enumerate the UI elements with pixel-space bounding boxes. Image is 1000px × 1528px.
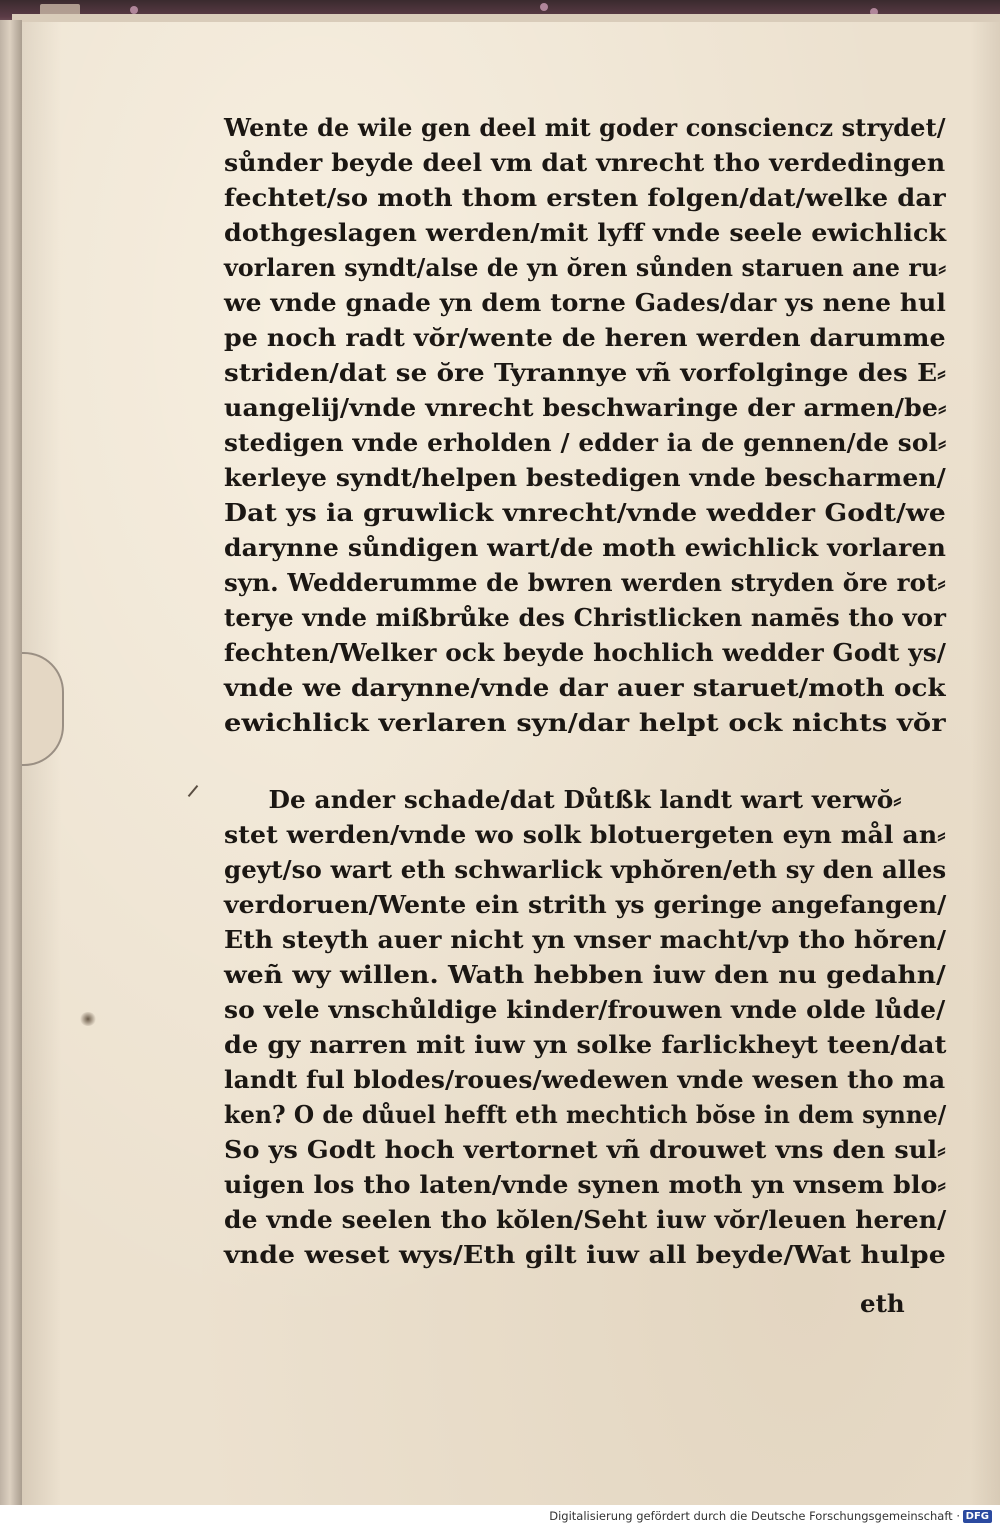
text-line: darynne sůndigen wart/de moth ewichlick vorlaren — [224, 533, 946, 562]
dfg-logo: DFG — [963, 1510, 992, 1523]
text-line: fechtet/so moth thom ersten folgen/dat/welke dar — [224, 183, 946, 212]
text-line: uangelij/vnde vnrecht beschwaringe der armen/be⸗ — [224, 393, 947, 422]
text-line: fechten/Welker ock beyde hochlich wedder Godt ys/ — [224, 638, 947, 667]
paragraph-2 — [224, 782, 946, 1272]
text-line: vorlaren syndt/alse de yn ŏren sůnden staruen ane ru⸗ — [224, 253, 947, 282]
cover-speck — [130, 6, 138, 14]
text-line: dothgeslagen werden/mit lyff vnde seele ewichlick — [224, 218, 947, 247]
footer-credit: Digitalisierung gefördert durch die Deutsche Forschungsgemeinschaft · — [549, 1509, 960, 1523]
text-line: stet werden/vnde wo solk blotuergeten eyn mål an⸗ — [224, 820, 946, 849]
text-line: terye vnde mißbrůke des Christlicken namēs tho vor — [224, 603, 947, 632]
text-line: sůnder beyde deel vm dat vnrecht tho verdedingen — [224, 148, 946, 177]
text-block — [224, 110, 946, 1272]
text-line: Wente de wile gen deel mit goder consciencz strydet/ — [224, 113, 946, 142]
text-line: Eth steyth auer nicht yn vnser macht/vp tho hŏren/ — [224, 925, 947, 954]
text-line: striden/dat se ŏre Tyrannye vñ vorfolginge des E⸗ — [224, 358, 946, 387]
text-line: kerleye syndt/helpen bestedigen vnde bescharmen/ — [224, 463, 946, 492]
text-line: vnde weset wys/Eth gilt iuw all beyde/Wat hulpe — [224, 1240, 946, 1269]
text-line: vnde we darynne/vnde dar auer staruet/moth ock — [224, 673, 946, 702]
bookmark-tab — [22, 652, 64, 766]
paragraph-1 — [224, 110, 946, 740]
cover-speck — [540, 3, 548, 11]
text-line: De ander schade/dat Důtßk landt wart verwŏ⸗ — [268, 785, 902, 814]
text-line: pe noch radt vŏr/wente de heren werden darumme — [224, 323, 946, 352]
text-line: syn. Wedderumme de bwren werden stryden ŏre rot⸗ — [224, 568, 946, 597]
text-line: ewichlick verlaren syn/dar helpt ock nichts vŏr — [224, 708, 946, 737]
text-line: verdoruen/Wente ein strith ys geringe angefangen/ — [224, 890, 947, 919]
text-line: de gy narren mit iuw yn solke farlickheyt teen/dat — [224, 1030, 947, 1059]
text-line: geyt/so wart eth schwarlick vphŏren/eth sy den alles — [224, 855, 947, 884]
text-line: weñ wy willen. Wath hebben iuw den nu gedahn/ — [224, 960, 946, 989]
text-line: we vnde gnade yn dem torne Gades/dar ys nene hul — [224, 288, 946, 317]
page-edge — [0, 20, 22, 1505]
text-line: ken? O de důuel hefft eth mechtich bŏse in dem synne/ — [224, 1100, 947, 1129]
text-line: landt ful blodes/roues/wedewen vnde wesen tho ma — [224, 1065, 946, 1094]
text-line: Dat ys ia gruwlick vnrecht/vnde wedder Godt/we — [224, 498, 946, 527]
text-line: So ys Godt hoch vertornet vñ drouwet vns den sul⸗ — [224, 1135, 946, 1164]
text-line: so vele vnschůldige kinder/frouwen vnde olde lůde/ — [224, 995, 946, 1024]
text-line: uigen los tho laten/vnde synen moth yn vnsem blo⸗ — [224, 1170, 947, 1199]
catchword: eth — [860, 1289, 905, 1318]
text-line: stedigen vnde erholden / edder ia de gennen/de sol⸗ — [224, 428, 947, 457]
text-line: de vnde seelen tho kŏlen/Seht iuw vŏr/leuen heren/ — [224, 1205, 947, 1234]
footer — [0, 1505, 1000, 1528]
ink-stain — [80, 1012, 96, 1026]
